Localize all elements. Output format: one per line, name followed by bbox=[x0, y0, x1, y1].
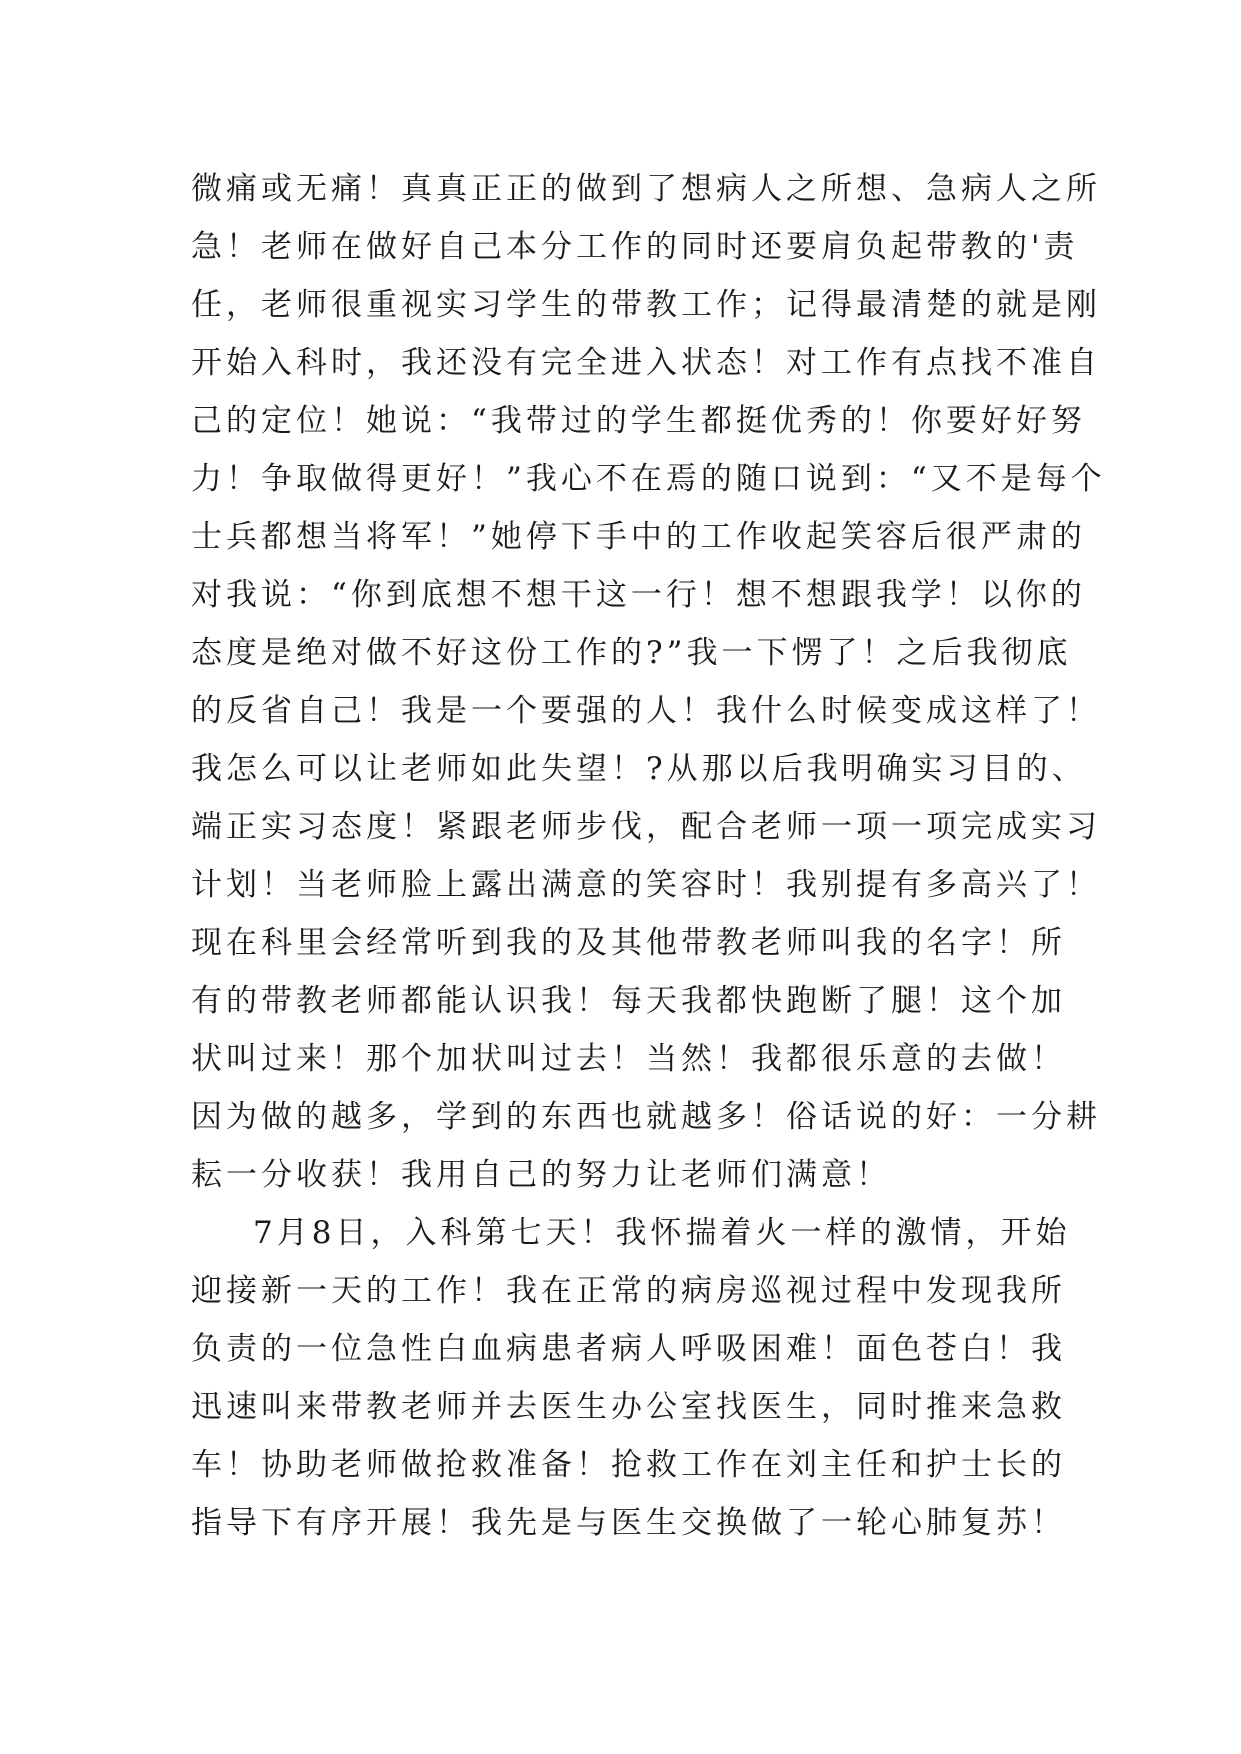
text-line: 车！协助老师做抢救准备！抢救工作在刘主任和护士长的 bbox=[191, 1447, 1066, 1483]
text-line: 己的定位！她说：“我带过的学生都挺优秀的！你要好好努 bbox=[191, 403, 1086, 439]
text-line: 士兵都想当将军！”她停下手中的工作收起笑容后很严肃的 bbox=[191, 519, 1086, 555]
text-line: 力！争取做得更好！”我心不在焉的随口说到：“又不是每个 bbox=[191, 461, 1106, 497]
text-line: 迅速叫来带教老师并去医生办公室找医生，同时推来急救 bbox=[191, 1389, 1066, 1425]
text-line: 的反省自己！我是一个要强的人！我什么时候变成这样了！ bbox=[191, 693, 1101, 729]
text-line: 有的带教老师都能认识我！每天我都快跑断了腿！这个加 bbox=[191, 983, 1066, 1019]
text-line: 急！老师在做好自己本分工作的同时还要肩负起带教的'责 bbox=[191, 229, 1079, 265]
text-line: 态度是绝对做不好这份工作的?”我一下愣了！之后我彻底 bbox=[191, 635, 1072, 671]
text-line: 对我说：“你到底想不想干这一行！想不想跟我学！以你的 bbox=[191, 577, 1086, 613]
text-line: 负责的一位急性白血病患者病人呼吸困难！面色苍白！我 bbox=[191, 1331, 1066, 1367]
text-line: 迎接新一天的工作！我在正常的病房巡视过程中发现我所 bbox=[191, 1273, 1066, 1309]
text-line: 耘一分收获！我用自己的努力让老师们满意！ bbox=[191, 1157, 891, 1193]
text-line: 因为做的越多，学到的东西也就越多！俗话说的好：一分耕 bbox=[191, 1099, 1101, 1135]
text-line: 指导下有序开展！我先是与医生交换做了一轮心肺复苏！ bbox=[191, 1505, 1066, 1541]
text-line: 任，老师很重视实习学生的带教工作；记得最清楚的就是刚 bbox=[191, 287, 1101, 323]
text-line: 微痛或无痛！真真正正的做到了想病人之所想、急病人之所 bbox=[191, 171, 1101, 207]
body-text bbox=[191, 160, 1106, 1552]
text-line: 开始入科时，我还没有完全进入状态！对工作有点找不准自 bbox=[191, 345, 1101, 381]
text-line: 现在科里会经常听到我的及其他带教老师叫我的名字！所 bbox=[191, 925, 1066, 961]
text-line: 我怎么可以让老师如此失望！?从那以后我明确实习目的、 bbox=[191, 751, 1087, 787]
text-line: 状叫过来！那个加状叫过去！当然！我都很乐意的去做！ bbox=[191, 1041, 1066, 1077]
text-line: 端正实习态度！紧跟老师步伐，配合老师一项一项完成实习 bbox=[191, 809, 1101, 845]
text-line: 7月8日，入科第七天！我怀揣着火一样的激情，开始 bbox=[253, 1215, 1071, 1251]
text-line: 计划！当老师脸上露出满意的笑容时！我别提有多高兴了！ bbox=[191, 867, 1101, 903]
